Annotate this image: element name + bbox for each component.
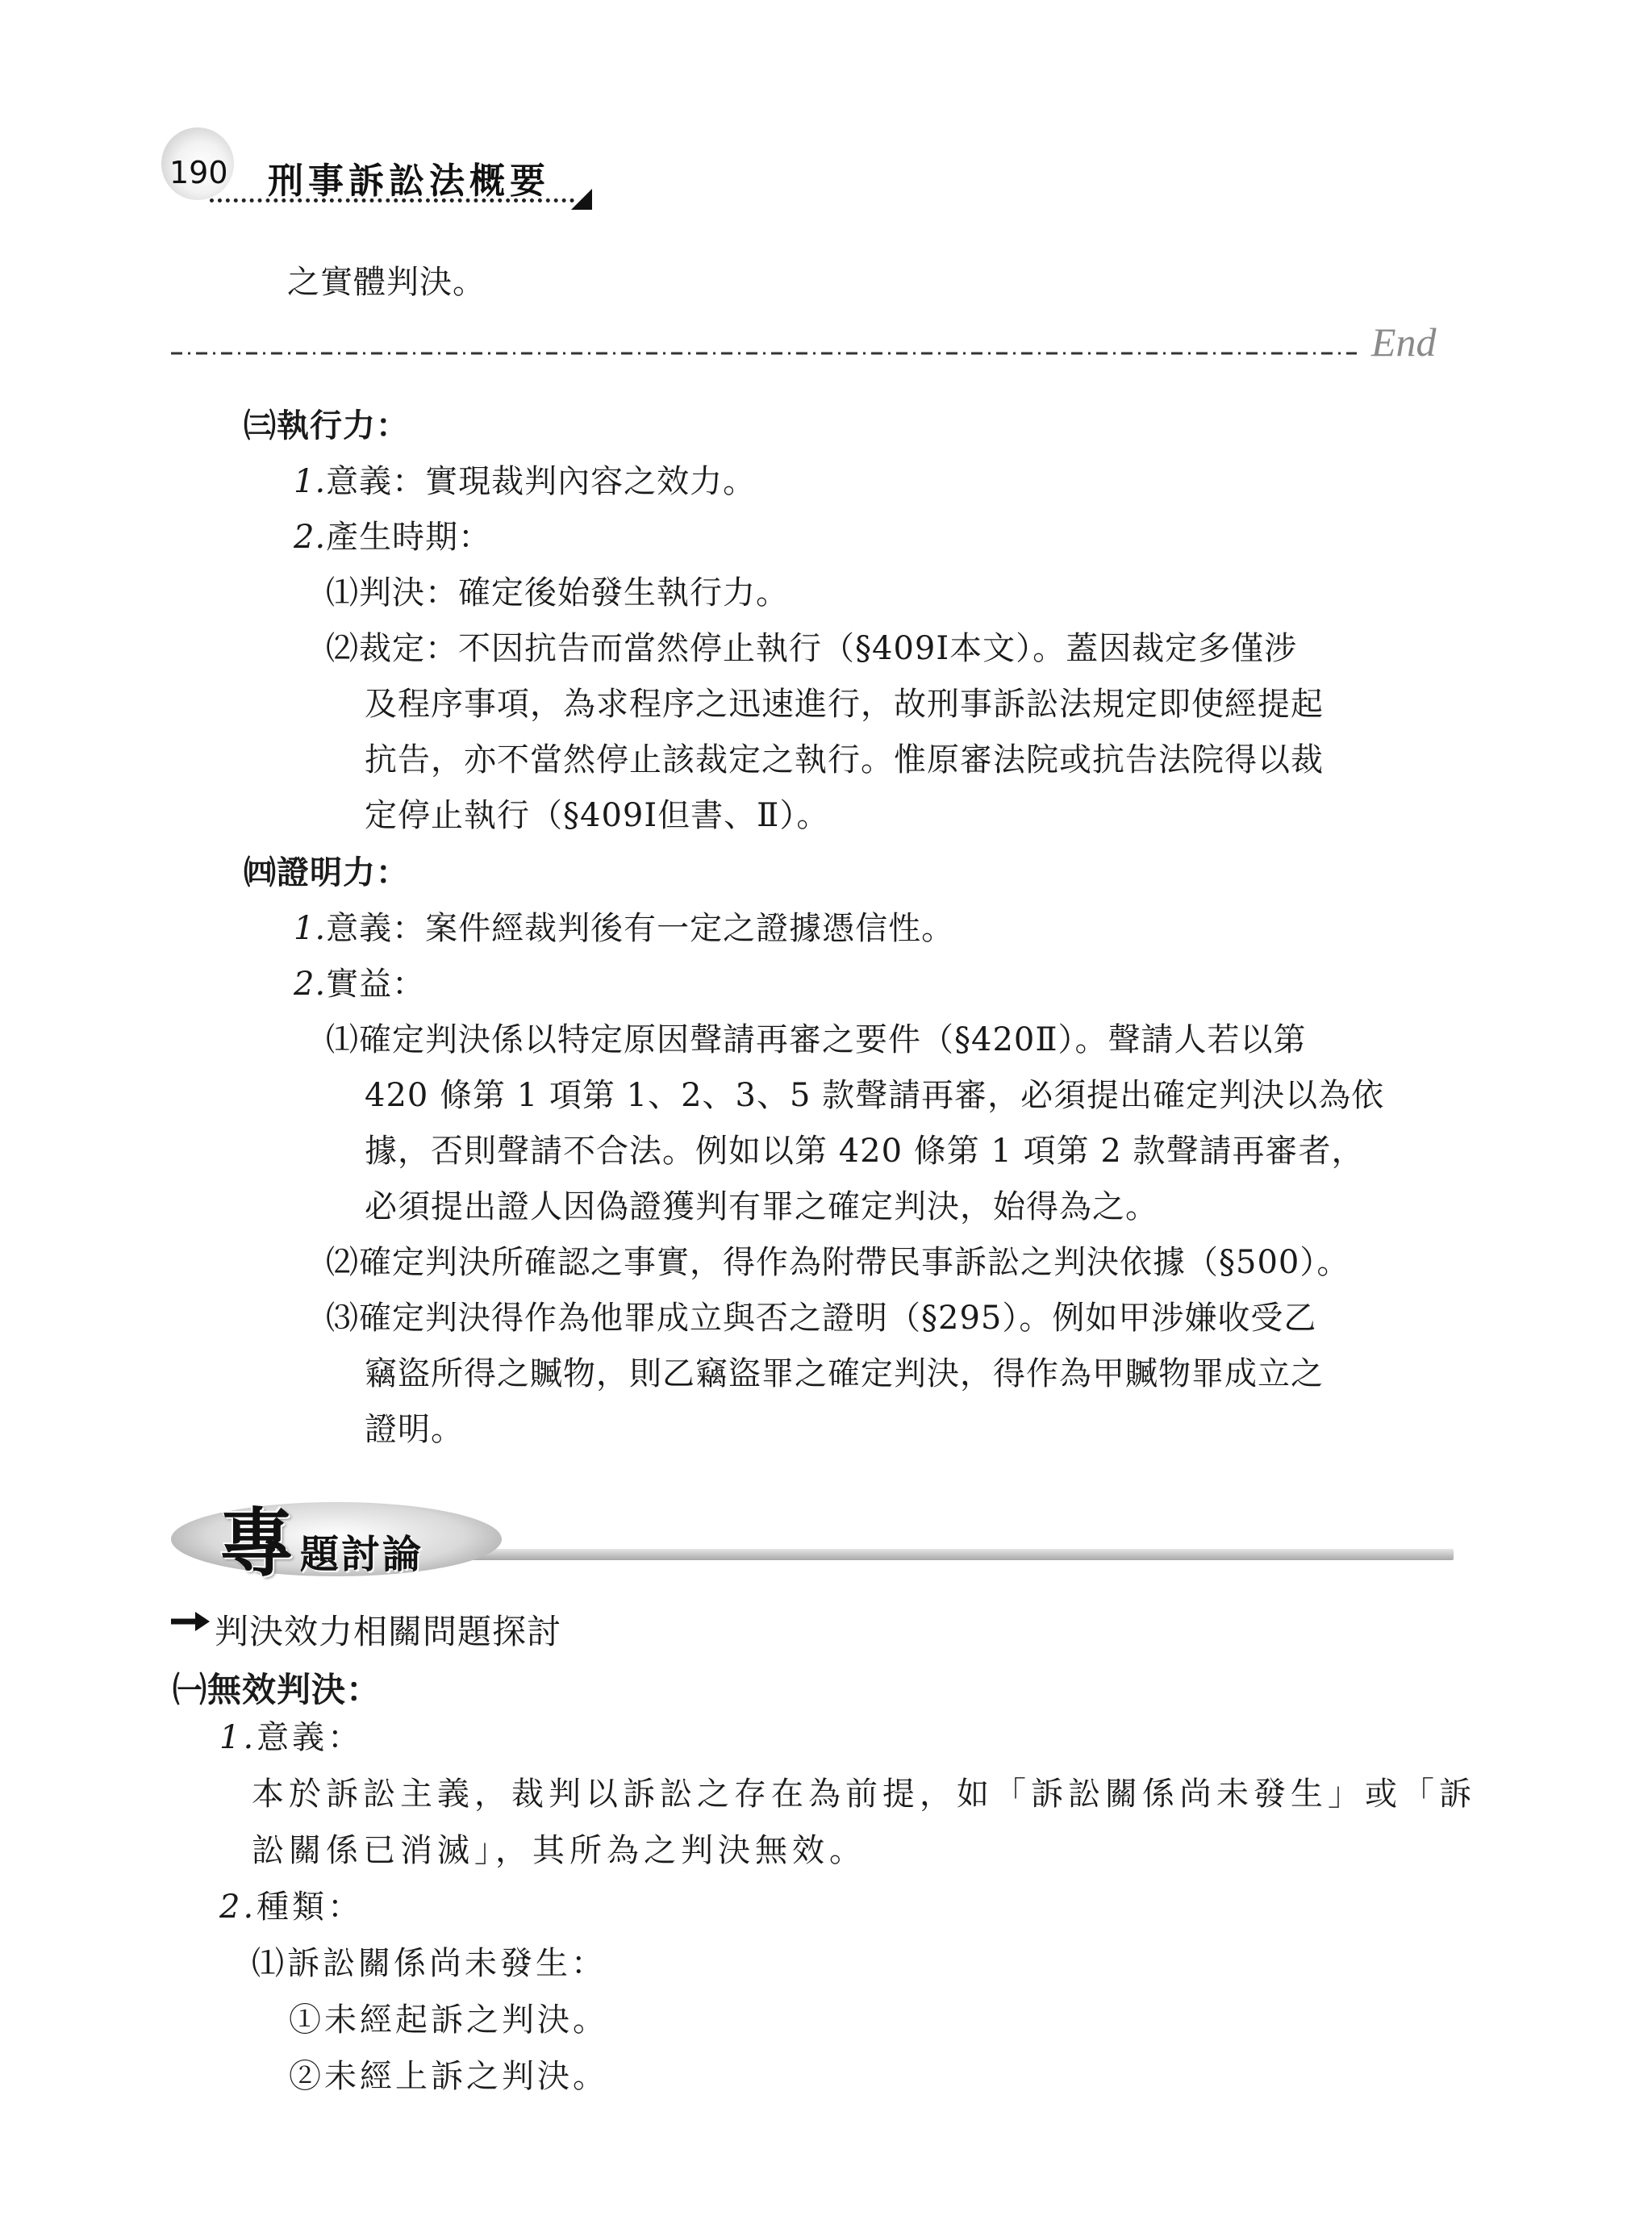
proof-item2-number: 2. xyxy=(294,966,327,1003)
arrow-right-icon xyxy=(169,1605,211,1638)
proof-sub2: ⑵確定判決所確認之事實，得作為附帶民事訴訟之判決依據（§500）。 xyxy=(326,1244,1350,1281)
exec-sub2-line: 定停止執行（§409Ⅰ但書、Ⅱ）。 xyxy=(365,797,830,834)
exec-sub2-line: 抗告，亦不當然停止該裁定之執行。惟原審法院或抗告法院得以裁 xyxy=(365,741,1324,778)
book-title: 刑事訴訟法概要 xyxy=(268,161,550,202)
exec-item2-text: 產生時期： xyxy=(326,519,492,556)
topic-item1-body-line: 訟關係已消滅」，其所為之判決無效。 xyxy=(252,1832,866,1869)
topic-title: 判決效力相關問題探討 xyxy=(215,1612,562,1651)
page-number: 190 xyxy=(169,155,228,190)
topic-item2-text: 種類： xyxy=(257,1889,364,1926)
section-banner xyxy=(171,1484,1454,1587)
topic-circle-item: ①未經起訴之判決。 xyxy=(289,2001,608,2039)
topic-sub1: ⑴訴訟關係尚未發生： xyxy=(252,1945,607,1982)
header-dotted-rule xyxy=(210,198,574,202)
topic-item1-number: 1. xyxy=(219,1719,257,1756)
banner-bar xyxy=(453,1549,1454,1560)
exec-item2 xyxy=(294,519,492,556)
running-header xyxy=(161,121,613,210)
topic-circle-item: ②未經上訴之判決。 xyxy=(289,2058,608,2095)
end-label: End xyxy=(1371,319,1437,365)
exec-power-heading: ㈢執行力： xyxy=(244,407,409,444)
end-divider xyxy=(171,345,1357,361)
proof-item2 xyxy=(294,966,426,1003)
exec-item1-text: 意義：實現裁判內容之效力。 xyxy=(326,463,757,500)
topic-item2 xyxy=(219,1889,364,1926)
exec-sub1: ⑴判決：確定後始發生執行力。 xyxy=(326,574,789,611)
exec-sub2-line: ⑵裁定：不因抗告而當然停止執行（§409Ⅰ本文）。蓋因裁定多僅涉 xyxy=(326,630,1298,667)
topic-item1 xyxy=(219,1719,364,1756)
proof-sub3-line: 竊盜所得之贓物，則乙竊盜罪之確定判決，得作為甲贓物罪成立之 xyxy=(365,1355,1324,1392)
header-corner-mark xyxy=(571,189,592,210)
proof-item1 xyxy=(294,912,954,945)
topic-item2-number: 2. xyxy=(219,1889,257,1926)
proof-item1-text: 意義：案件經裁判後有一定之證據憑信性。 xyxy=(326,910,955,947)
exec-item1 xyxy=(294,465,756,498)
proof-sub3-line: ⑶確定判決得作為他罪成立與否之證明（§295）。例如甲涉嫌收受乙 xyxy=(326,1300,1317,1337)
proof-sub1-line: 據，否則聲請不合法。例如以第 420 條第 1 項第 2 款聲請再審者， xyxy=(365,1133,1365,1170)
proof-sub1-line: 必須提出證人因偽證獲判有罪之確定判決，始得為之。 xyxy=(365,1188,1158,1225)
proof-sub1-line: 420 條第 1 項第 1、2、3、5 款聲請再審，必須提出確定判決以為依 xyxy=(365,1077,1385,1114)
proof-item2-text: 實益： xyxy=(326,966,426,1003)
banner-small-text: 題討論 xyxy=(300,1532,424,1577)
topic-item1-body-line: 本於訴訟主義，裁判以訴訟之存在為前提，如「訴訟關係尚未發生」或「訴 xyxy=(252,1776,1476,1813)
proof-item1-number: 1. xyxy=(294,910,327,947)
prev-section-tail: 之實體判決。 xyxy=(287,264,486,301)
exec-item2-number: 2. xyxy=(294,519,327,556)
exec-sub2-line: 及程序事項，為求程序之迅速進行，故刑事訴訟法規定即使經提起 xyxy=(365,686,1324,723)
topic-sub-heading: ㈠無效判決： xyxy=(173,1670,382,1709)
proof-sub3-line: 證明。 xyxy=(365,1411,464,1448)
topic-item1-text: 意義： xyxy=(257,1719,364,1756)
exec-item1-number: 1. xyxy=(294,463,327,500)
banner-big-char: 專 xyxy=(219,1500,294,1587)
proof-power-heading: ㈣證明力： xyxy=(244,853,409,891)
proof-sub1-line: ⑴確定判決係以特定原因聲請再審之要件（§420Ⅱ）。聲請人若以第 xyxy=(326,1021,1307,1058)
